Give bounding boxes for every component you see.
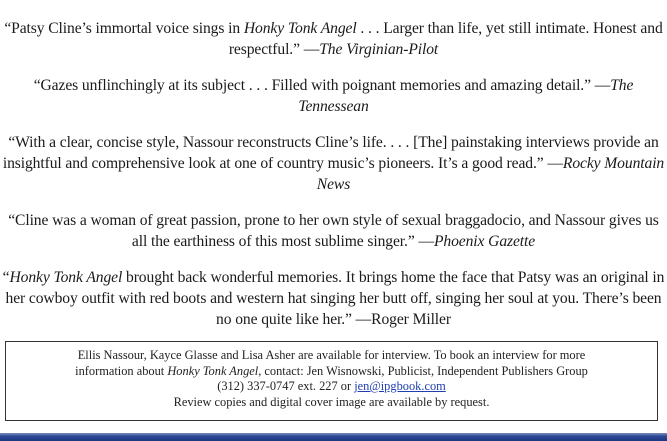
info-line-2 xyxy=(6,364,657,380)
quote-text: “Gazes unflinchingly at its subject . . . Filled with poignant memories and amazing detail.” — xyxy=(33,77,611,94)
book-title: Honky Tonk Angel xyxy=(9,269,123,286)
quote-text: . . . Larger than life, yet still intimate. Honest and respectful.” — xyxy=(228,20,663,58)
quote-text: “Cline was a woman of great passion, prone to her own style of sexual braggadocio, and Nassour gives us all the earthiness of this most sublime singer.” — xyxy=(8,212,659,250)
quote-source: The Virginian-Pilot xyxy=(319,41,439,58)
info-text: , contact: Jen Wisnowski, Publicist, Independent Publishers Group xyxy=(258,363,588,378)
book-title: Honky Tonk Angel xyxy=(243,20,357,37)
review-quotes xyxy=(0,18,667,345)
quote-roger-miller xyxy=(3,267,665,330)
quote-text: brought back wonderful memories. It brings home the face that Patsy was an original in her cowboy outfit with red boots and western hat singing her butt off, singing her soul at you. There’s been no one quite like her.” —Roger Miller xyxy=(5,269,665,328)
quote-rocky-mountain-news xyxy=(3,132,665,195)
info-line-3 xyxy=(6,379,657,395)
quote-text: “Patsy Cline’s immortal voice sings in xyxy=(4,20,244,37)
book-title: Honky Tonk Angel xyxy=(167,363,259,378)
quote-virginian-pilot xyxy=(3,18,665,60)
bottom-accent-bar xyxy=(0,433,667,441)
quote-source: The Tennessean xyxy=(298,77,634,115)
info-text: information about xyxy=(75,363,168,378)
quote-phoenix-gazette xyxy=(3,210,665,252)
quote-text: “ xyxy=(2,269,10,286)
phone-text: (312) 337-0747 ext. 227 or xyxy=(217,379,355,393)
info-line-1: Ellis Nassour, Kayce Glasse and Lisa Asher are available for interview. To book an interview for more xyxy=(77,348,586,362)
quote-tennessean xyxy=(3,75,665,117)
quote-text: “With a clear, concise style, Nassour reconstructs Cline’s life. . . . [The] painstaking interviews provide an insightful and comprehensive look at one of country music’s pioneers. It’s a good read.” — xyxy=(2,134,659,172)
info-line-4: Review copies and digital cover image are available by request. xyxy=(173,394,490,409)
contact-info-box xyxy=(5,341,658,421)
quote-source: Phoenix Gazette xyxy=(433,233,536,250)
quote-source: Rocky Mountain News xyxy=(316,155,665,193)
email-link[interactable]: jen@ipgbook.com xyxy=(354,379,446,393)
